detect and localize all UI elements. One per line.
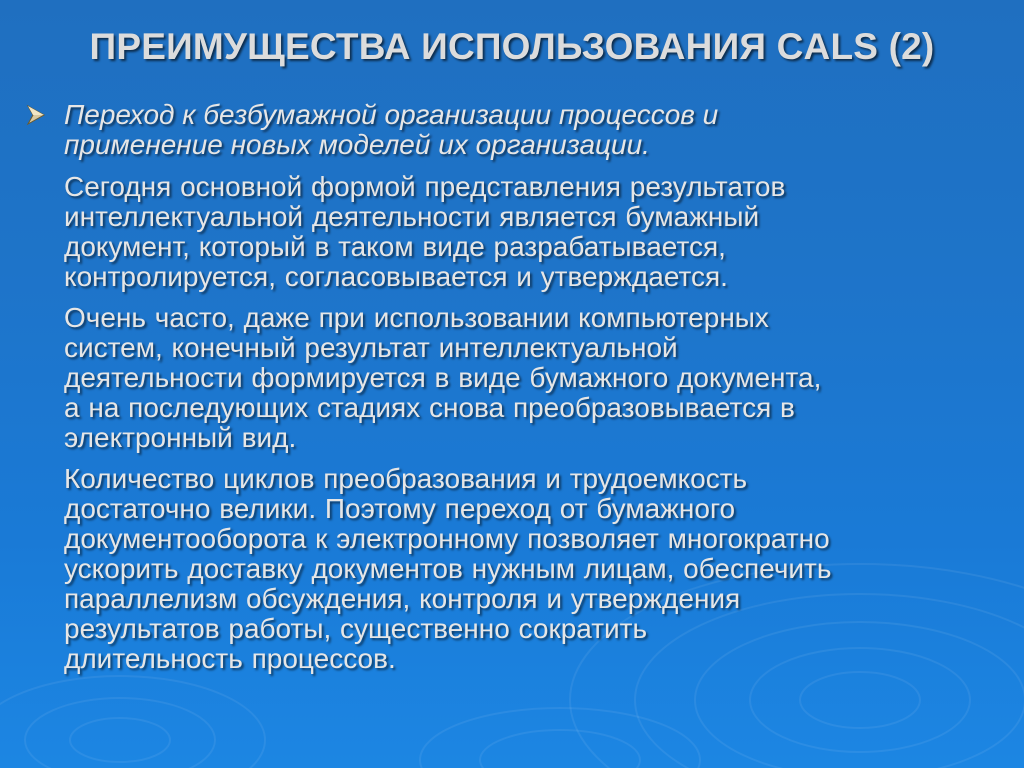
paragraph-line: электронный вид. (64, 422, 297, 453)
paragraph-line: Количество циклов преобразования и трудоемкость (64, 463, 748, 494)
paragraph-line: длительность процессов. (64, 643, 396, 674)
paragraph-line: ускорить доставку документов нужным лицам, обеспечить (64, 553, 832, 584)
paragraph-line: Очень часто, даже при использовании компьютерных (64, 302, 769, 333)
paragraph-line: контролируется, согласовывается и утверждается. (64, 261, 728, 292)
paragraph-conversion-cycles (64, 464, 1004, 674)
paragraph-line: Сегодня основной формой представления результатов (64, 171, 786, 202)
bullet-line: применение новых моделей их организации. (64, 129, 650, 160)
paragraph-line: достаточно велики. Поэтому переход от бумажного (64, 493, 736, 524)
slide-title: ПРЕИМУЩЕСТВА ИСПОЛЬЗОВАНИЯ CALS (2) (89, 26, 935, 67)
paragraph-line: систем, конечный результат интеллектуальной (64, 332, 678, 363)
arrow-bullet-icon (24, 103, 48, 127)
paragraph-line: документооборота к электронному позволяет многократно (64, 523, 830, 554)
slide-body (64, 100, 1004, 685)
bullet-item (64, 100, 1004, 160)
paragraph-computer-systems (64, 303, 1004, 453)
paragraph-line: а на последующих стадиях снова преобразовывается в (64, 392, 795, 423)
paragraph-line: результатов работы, существенно сократить (64, 613, 648, 644)
paragraph-line: интеллектуальной деятельности является бумажный (64, 201, 760, 232)
paragraph-paper-document (64, 172, 1004, 292)
paragraph-line: деятельности формируется в виде бумажного документа, (64, 362, 822, 393)
paragraph-line: параллелизм обсуждения, контроля и утверждения (64, 583, 741, 614)
bullet-line: Переход к безбумажной организации процессов и (64, 99, 719, 130)
paragraph-line: документ, который в таком виде разрабатывается, (64, 231, 726, 262)
